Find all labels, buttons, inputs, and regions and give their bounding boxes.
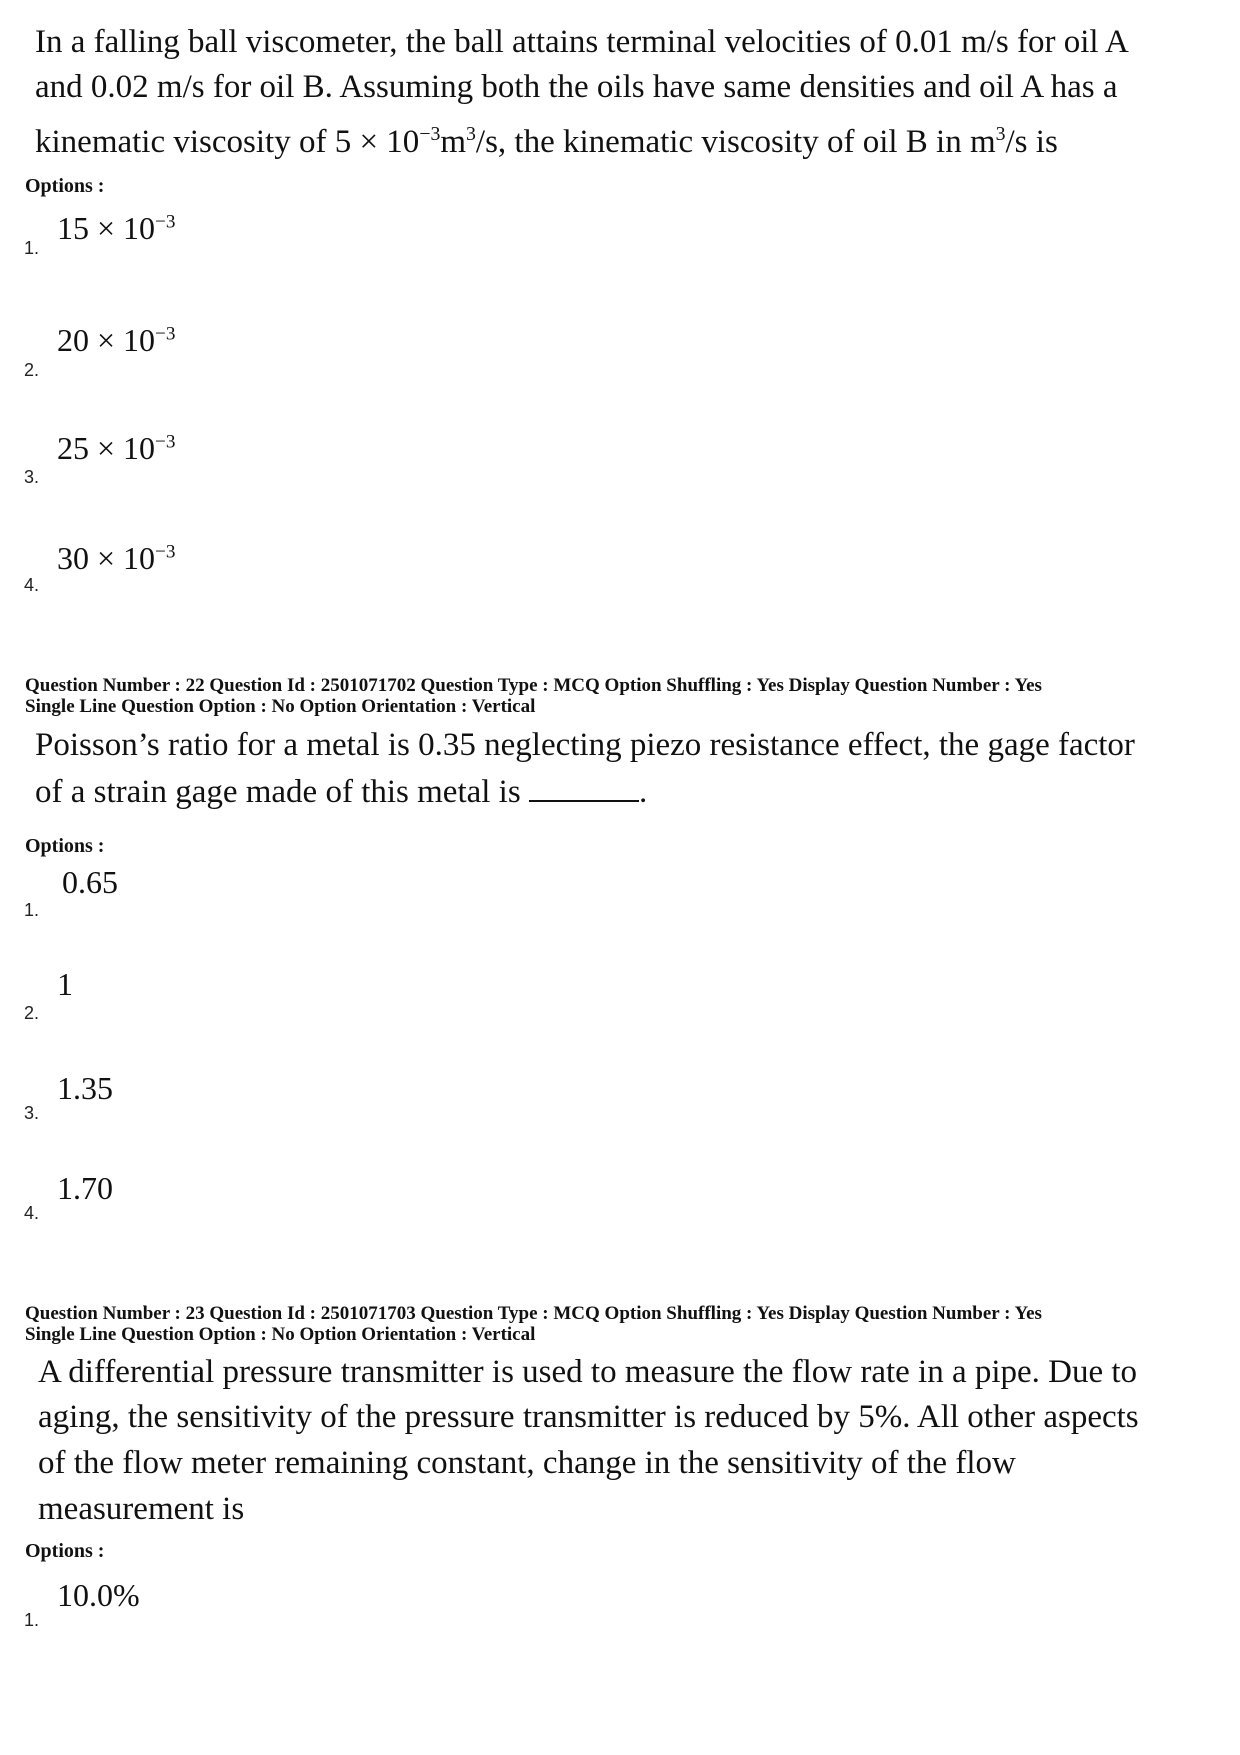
q21-option-1-number: 1. <box>24 238 40 258</box>
q23-text-line-3: of the flow meter remaining constant, change in the sensitivity of the flow <box>38 1445 1016 1481</box>
answer-blank <box>529 799 639 802</box>
q23-text-line-4: measurement is <box>38 1491 245 1527</box>
q22-text-line-2: of a strain gage made of this metal is . <box>35 774 648 810</box>
q22-option-4-value: 1.70 <box>57 1170 113 1206</box>
q22-option-4-number: 4. <box>24 1203 40 1223</box>
q21-option-4-number: 4. <box>24 575 40 595</box>
q23-text-line-1: A differential pressure transmitter is used to measure the flow rate in a pipe. Due to <box>38 1354 1138 1390</box>
q23-text-line-2: aging, the sensitivity of the pressure transmitter is reduced by 5%. All other aspects <box>38 1399 1139 1435</box>
q23-meta-line-1: Question Number : 23 Question Id : 2501071703 Question Type : MCQ Option Shuffling : Yes Display Question Number : Yes <box>25 1303 1042 1324</box>
q21-option-2-value: $20 \times 10^{-3}$ <box>57 322 176 358</box>
q22-option-3-number: 3. <box>24 1103 40 1123</box>
q21-option-4-value: $30 \times 10^{-3}$ <box>57 540 176 576</box>
q22-text-line-1: Poisson’s ratio for a metal is 0.35 neglecting piezo resistance effect, the gage factor <box>35 727 1135 763</box>
q22-option-1-value: 0.65 <box>62 864 118 900</box>
q21-options-label: Options : <box>25 175 105 197</box>
q23-meta-line-2: Single Line Question Option : No Option Orientation : Vertical <box>25 1324 536 1345</box>
q22-meta-line-2: Single Line Question Option : No Option Orientation : Vertical <box>25 696 536 717</box>
q21-text-line-1: In a falling ball viscometer, the ball attains terminal velocities of 0.01 m/s for oil A <box>35 24 1129 60</box>
q21-option-1-value: $15 \times 10^{-3}$ <box>57 210 176 246</box>
q22-options-label: Options : <box>25 835 105 857</box>
q22-option-3-value: 1.35 <box>57 1070 113 1106</box>
q23-option-1-number: 1. <box>24 1610 40 1630</box>
q23-option-1-value: 10.0% <box>57 1577 140 1613</box>
q22-option-2-number: 2. <box>24 1003 40 1023</box>
q21-text-line-3: kinematic viscosity of $5 \times 10^{-3}m^3/s$, the kinematic viscosity of oil B in $m^3/s$ is <box>35 123 1058 160</box>
q23-options-label: Options : <box>25 1540 105 1562</box>
q22-option-1-number: 1. <box>24 900 40 920</box>
q21-option-3-number: 3. <box>24 467 40 487</box>
q22-option-2-value: 1 <box>57 966 73 1002</box>
q21-option-2-number: 2. <box>24 360 40 380</box>
q21-option-3-value: $25 \times 10^{-3}$ <box>57 430 176 466</box>
q21-text-line-2: and 0.02 m/s for oil B. Assuming both the oils have same densities and oil A has a <box>35 69 1118 105</box>
q22-meta-line-1: Question Number : 22 Question Id : 2501071702 Question Type : MCQ Option Shuffling : Yes Display Question Number : Yes <box>25 675 1042 696</box>
